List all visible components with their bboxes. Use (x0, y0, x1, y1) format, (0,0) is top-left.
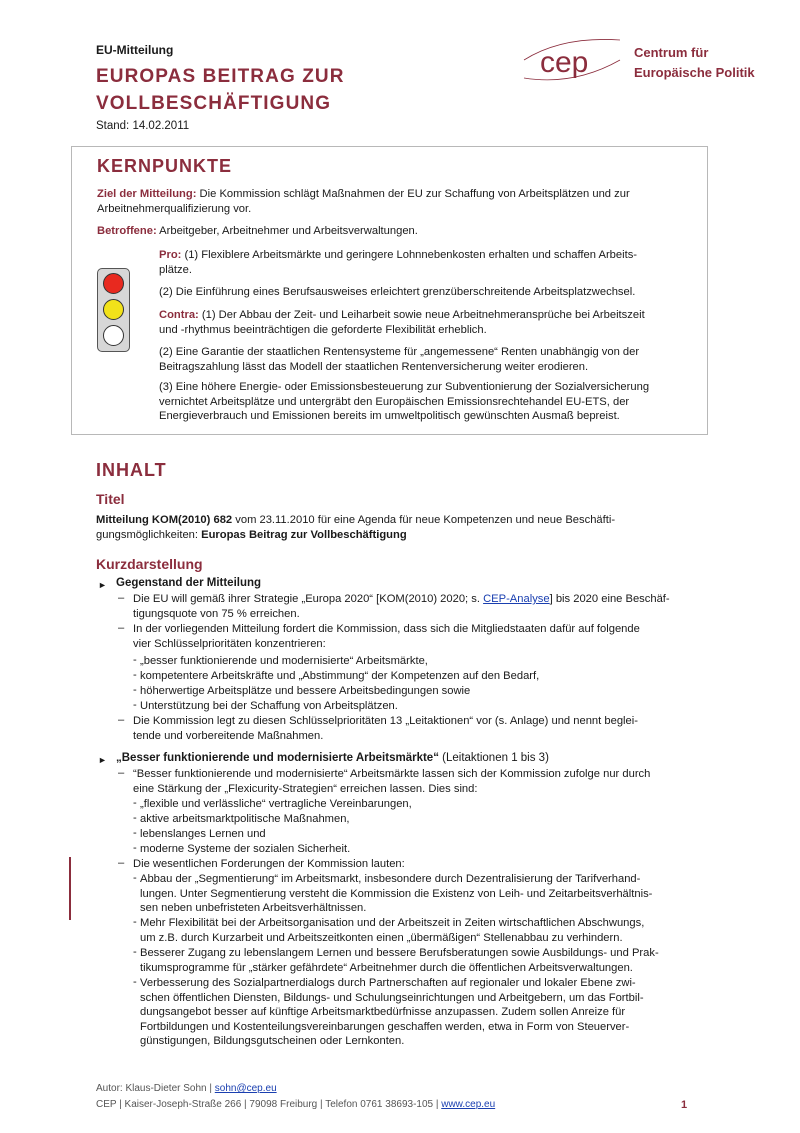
forderung-2-line-2: um z.B. durch Kurzarbeit und Arbeitszeitkonten einen „übermäßigen“ Stellenabbau zu verhindern. (140, 931, 623, 944)
forderung-3-line-1: Besserer Zugang zu lebenslangem Lernen und bessere Berufsberatungen sowie Ausbildungs- und Prak- (140, 947, 659, 959)
footer-author-text: Autor: Klaus-Dieter Sohn | (96, 1083, 215, 1094)
sub-bullet: - (133, 699, 137, 711)
sub-bullet: - (133, 872, 137, 884)
titel-paragraph (96, 513, 686, 542)
gegenstand-item-1-pre: Die EU will gemäß ihrer Strategie „Europa 2020“ [KOM(2010) 2020; s. (133, 593, 484, 605)
traffic-light-icon (97, 268, 130, 352)
footer-author (96, 1083, 277, 1094)
flexicurity-4: moderne Systeme der sozialen Sicherheit. (140, 843, 351, 855)
dash-bullet: – (118, 857, 125, 869)
sub-bullet: - (133, 797, 137, 809)
forderung-2 (140, 916, 686, 945)
forderung-4 (140, 976, 686, 1049)
title-line-1: EUROPAS BEITRAG ZUR (96, 66, 345, 87)
pro-1-line-2: plätze. (159, 263, 192, 276)
forderung-3-line-2: tikumsprogramme für „stärker gefährdete“ Arbeitnehmer durch die öffentlichen Arbeitsverwaltungen. (140, 961, 633, 974)
org-line-2: Europäische Politik (634, 65, 755, 80)
besser-item-2: Die wesentlichen Forderungen der Kommission lauten: (133, 858, 405, 870)
ziel-label: Ziel der Mitteilung: (97, 188, 197, 200)
sub-bullet: - (133, 916, 137, 928)
pro-1-line-1: (1) Flexiblere Arbeitsmärkte und geringere Lohnnebenkosten erhalten und schaffen Arbeits- (181, 249, 638, 261)
cep-logo (522, 30, 622, 86)
gegenstand-item-1-line-2: tigungsquote von 75 % erreichen. (133, 607, 300, 620)
dash-bullet: – (118, 714, 125, 726)
priority-1: „besser funktionierende und modernisierte“ Arbeitsmärkte, (140, 655, 428, 667)
pro-1 (159, 248, 687, 277)
forderung-4-line-3: dungsangebot besser auf künftige Arbeitsmarktbedürfnisse anzupassen. Zudem sollen Anreize für (140, 1006, 626, 1019)
forderung-1 (140, 872, 686, 916)
besser-item-1-line-1: “Besser funktionierende und modernisierte“ Arbeitsmärkte lassen sich der Kommission zufolge nur durch (133, 768, 651, 780)
betroffene-label: Betroffene: (97, 225, 157, 237)
ziel-text-line-1: Die Kommission schlägt Maßnahmen der EU zur Schaffung von Arbeitsplätzen und zur (196, 188, 630, 200)
gegenstand-item-1 (133, 592, 686, 621)
contra-2 (159, 345, 687, 374)
contra-3 (159, 380, 687, 424)
website-link[interactable]: www.cep.eu (441, 1099, 496, 1110)
besser-heading-suffix: (Leitaktionen 1 bis 3) (438, 752, 549, 764)
contra-3-line-3: Energieverbrauch und Emissionen bereits im umweltpolitisch gewünschten Ausmaß bepreist. (159, 410, 620, 423)
pro-2: (2) Die Einführung eines Berufsausweises erleichtert grenzüberschreitende Arbeitsplatzwechsel. (159, 286, 636, 298)
flexicurity-1: „flexible und verlässliche“ vertragliche Vereinbarungen, (140, 798, 412, 810)
contra-1-line-1: (1) Der Abbau der Zeit- und Leiharbeit sowie neue Arbeitnehmeransprüche bei Arbeitszeit (198, 309, 645, 321)
priority-4: Unterstützung bei der Schaffung von Arbeitsplätzen. (140, 700, 398, 712)
logo-text: cep (540, 46, 589, 79)
gegenstand-heading (116, 577, 261, 589)
forderung-4-line-5: günstigungen, Bildungsgutscheinen oder Lernkonten. (140, 1035, 405, 1048)
red-light-icon (103, 273, 124, 294)
forderung-1-line-3: sen neben unbefristeten Arbeitsverhältnissen. (140, 902, 367, 915)
forderung-4-line-2: schen öffentlichen Diensten, Bildungs- und Schulungseinrichtungen und Arbeitgebern, um das Fortbil- (140, 991, 644, 1004)
priority-2: kompetentere Arbeitskräfte und „Abstimmung“ der Kompetenzen auf den Bedarf, (140, 670, 540, 682)
author-email-link[interactable]: sohn@cep.eu (214, 1083, 277, 1094)
contra-3-line-1: (3) Eine höhere Energie- oder Emissionsbesteuerung zur Subventionierung der Sozialversicherung (159, 381, 650, 393)
besser-item-1 (133, 767, 686, 796)
arrow-bullet-icon: ► (98, 755, 107, 765)
betroffene-paragraph (97, 224, 687, 239)
besser-heading-text: „Besser funktionierende und modernisierte Arbeitsmärkte“ (116, 752, 439, 764)
ziel-text-line-2: Arbeitnehmerqualifizierung vor. (97, 202, 252, 215)
footer-address-text: CEP | Kaiser-Joseph-Straße 266 | 79098 Freiburg | Telefon 0761 38693-105 | (96, 1099, 442, 1110)
sub-bullet: - (133, 684, 137, 696)
document-type: EU-Mitteilung (96, 43, 174, 57)
besser-heading (116, 752, 549, 764)
dash-bullet: – (118, 622, 125, 634)
contra-3-line-2: vernichtet Arbeitsplätze und untergräbt den Europäischen Emissionsrechtehandel EU-ETS, der (159, 395, 630, 408)
gegenstand-item-2-line-1: In der vorliegenden Mitteilung fordert die Kommission, dass sich die Mitgliedstaaten dafür auf folgende (133, 623, 640, 635)
forderung-1-line-2: lungen. Unter Segmentierung versteht die Kommission die Existenz von Leih- und Zeitarbeitsverhältnis- (140, 887, 653, 900)
contra-2-line-1: (2) Eine Garantie der staatlichen Rentensysteme für „angemessene“ Renten unabhängig von der (159, 346, 640, 358)
priority-3: höherwertige Arbeitsplätze und bessere Arbeitsbedingungen sowie (140, 685, 471, 697)
sub-bullet: - (133, 827, 137, 839)
gegenstand-item-1-post: ] bis 2020 eine Beschäf- (549, 593, 670, 605)
pro-label: Pro: (159, 249, 182, 261)
kernpunkte-box (71, 146, 708, 435)
besser-item-1-line-2: eine Stärkung der „Flexicurity-Strategien“ erreichen lassen. Dies sind: (133, 782, 478, 795)
forderung-4-line-1: Verbesserung des Sozialpartnerdialogs durch Partnerschaften auf regionaler und lokaler Ebene zwi- (140, 977, 636, 989)
dash-bullet: – (118, 592, 125, 604)
white-light-icon (103, 325, 124, 346)
contra-label: Contra: (159, 309, 199, 321)
dash-bullet: – (118, 767, 125, 779)
gegenstand-item-3-line-2: tende und vorbereitende Maßnahmen. (133, 729, 324, 742)
gegenstand-item-2 (133, 622, 686, 651)
margin-marker (69, 857, 71, 920)
titel-text-line-1: vom 23.11.2010 für eine Agenda für neue Kompetenzen und neue Beschäfti- (232, 514, 616, 526)
page-number: 1 (681, 1099, 688, 1111)
org-line-1: Centrum für (634, 45, 709, 60)
forderung-3 (140, 946, 686, 975)
titel-bold: Mitteilung KOM(2010) 682 (96, 514, 233, 526)
cep-analyse-link[interactable]: CEP-Analyse (483, 593, 550, 605)
titel-heading: Titel (96, 491, 125, 507)
flexicurity-3: lebenslanges Lernen und (140, 828, 266, 840)
sub-bullet: - (133, 669, 137, 681)
gegenstand-item-2-line-2: vier Schlüsselprioritäten konzentrieren: (133, 637, 326, 650)
contra-2-line-2: Beitragszahlung lässt das Modell der staatlichen Rentenversicherung weiter erodieren. (159, 360, 589, 373)
title-line-2: VOLLBESCHÄFTIGUNG (96, 93, 332, 114)
forderung-1-line-1: Abbau der „Segmentierung“ im Arbeitsmarkt, insbesondere durch Dezentralisierung der Tarifverhand- (140, 873, 641, 885)
document-date: Stand: 14.02.2011 (96, 120, 190, 132)
sub-bullet: - (133, 946, 137, 958)
arrow-bullet-icon: ► (98, 580, 107, 590)
titel-text-line-2: gungsmöglichkeiten: (96, 528, 202, 541)
inhalt-title: INHALT (96, 460, 167, 480)
organization-name (634, 43, 755, 83)
ziel-paragraph (97, 187, 687, 216)
forderung-2-line-1: Mehr Flexibilität bei der Arbeitsorganisation und der Arbeitszeit in Zeiten wirtschaftlichen Abschwungs, (140, 917, 645, 929)
flexicurity-2: aktive arbeitsmarktpolitische Maßnahmen, (140, 813, 350, 825)
contra-1-line-2: und -rhythmus beeinträchtigen die geforderte Flexibilität erheblich. (159, 323, 487, 336)
document-title (96, 63, 345, 117)
gegenstand-item-3 (133, 714, 686, 743)
yellow-light-icon (103, 299, 124, 320)
kernpunkte-title: KERNPUNKTE (97, 156, 233, 176)
kurzdarstellung-heading: Kurzdarstellung (96, 556, 203, 572)
contra-1 (159, 308, 687, 337)
sub-bullet: - (133, 842, 137, 854)
gegenstand-heading-text: Gegenstand der Mitteilung (116, 577, 262, 589)
footer-address (96, 1099, 495, 1110)
titel-bold-2: Europas Beitrag zur Vollbeschäftigung (201, 528, 407, 541)
forderung-4-line-4: Fortbildungen und Kostenteilungsvereinbarungen geschaffen werden, etwa in Form von Steuerver- (140, 1020, 630, 1033)
sub-bullet: - (133, 812, 137, 824)
sub-bullet: - (133, 654, 137, 666)
betroffene-text: Arbeitgeber, Arbeitnehmer und Arbeitsverwaltungen. (156, 225, 418, 237)
gegenstand-item-3-line-1: Die Kommission legt zu diesen Schlüsselprioritäten 13 „Leitaktionen“ vor (s. Anlage) und nennt beglei- (133, 715, 638, 727)
sub-bullet: - (133, 976, 137, 988)
